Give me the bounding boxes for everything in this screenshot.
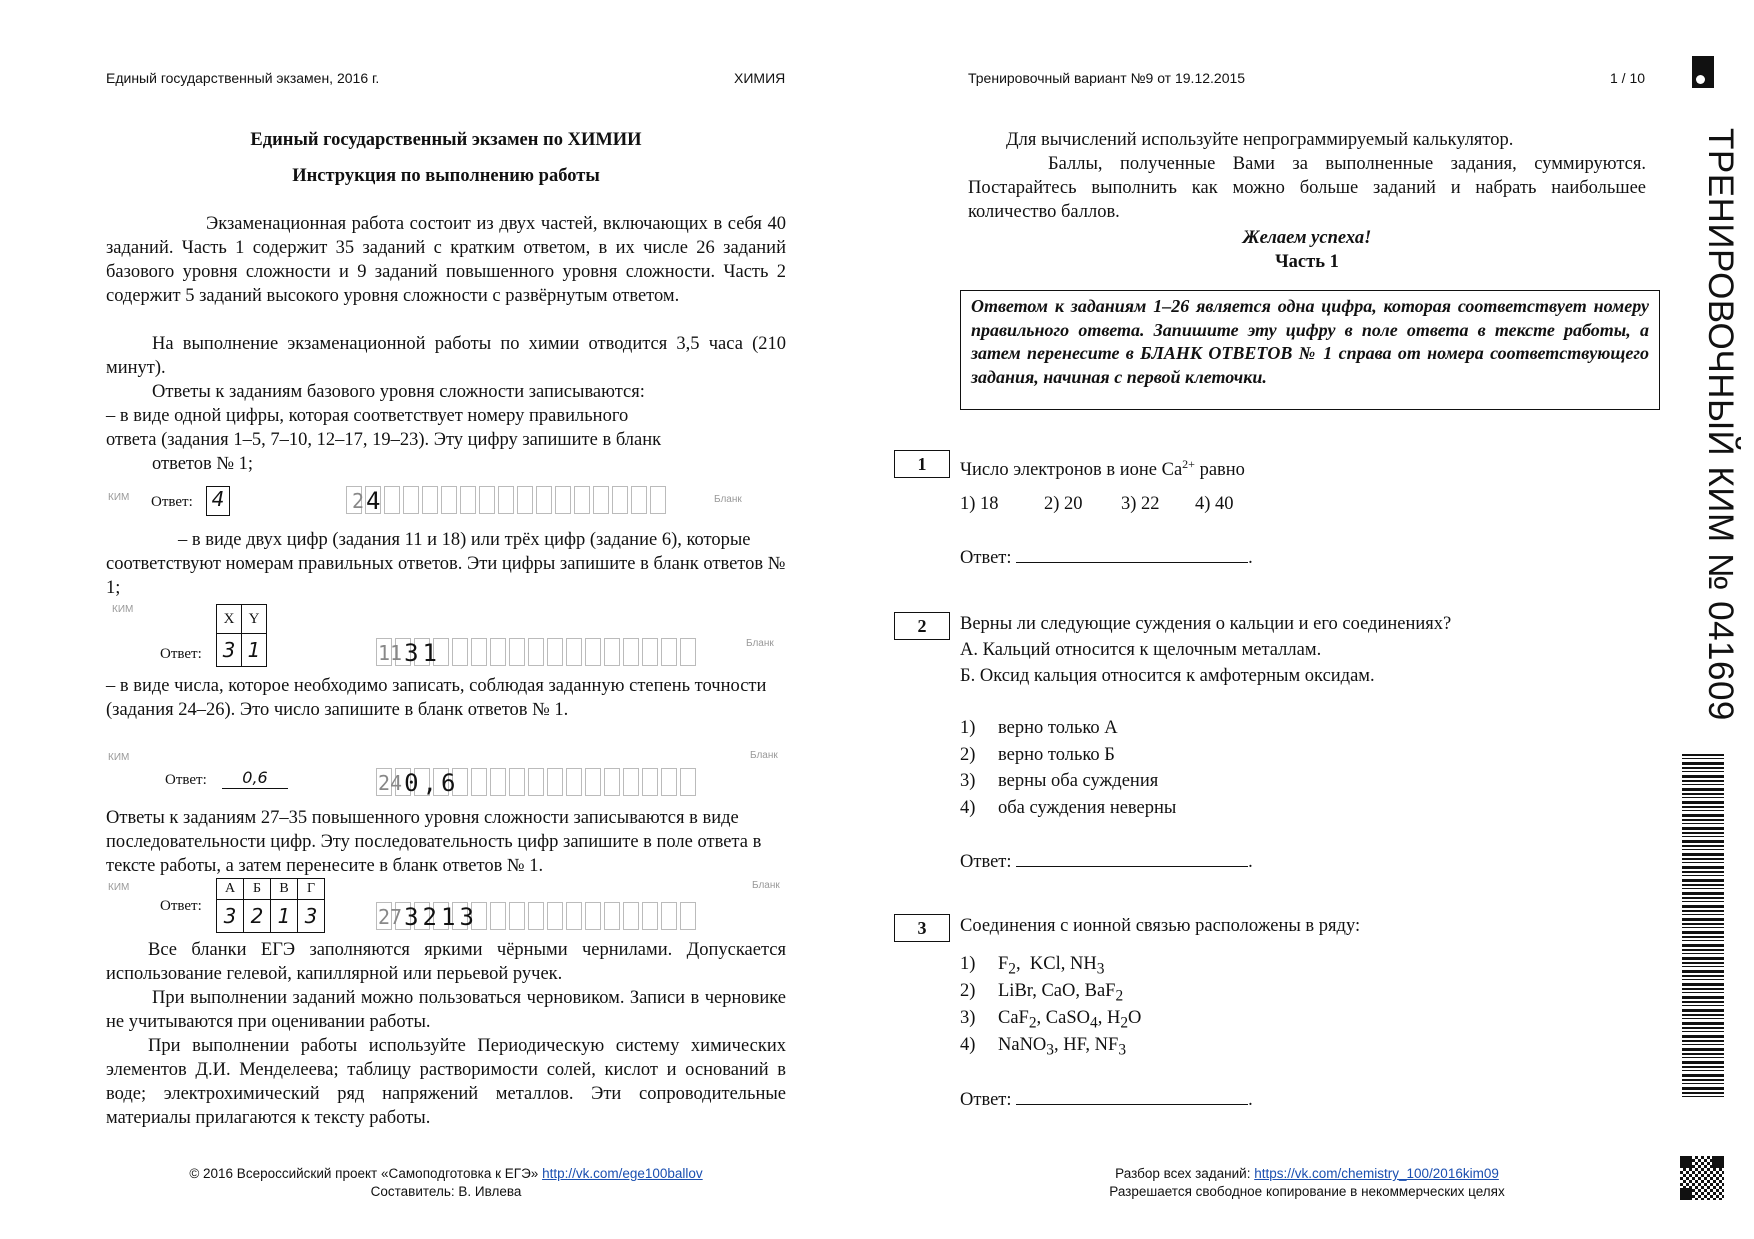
question-1-text: Число электронов в ионе $Ca^{2+}$ равно [960, 457, 1245, 481]
intro-paragraph: Экзаменационная работа состоит из двух частей, включающих в себя 40 заданий. Часть 1 содержит 35 заданий с кратким ответом, в их числе 26 заданий базового уровня сложности и 9 заданий повышенного уровня сложности. Часть 2 содержит 5 заданий высокого уровня сложности с развёрнутым ответом. [106, 214, 786, 306]
answer-label: Ответ: [165, 772, 207, 788]
question-2-options: 1) верно только А 2) верно только Б 3) верны оба суждения 4) оба суждения неверны [960, 716, 1176, 822]
footer-left [106, 1166, 786, 1181]
barcode-icon [1682, 754, 1724, 1098]
answer-cell [206, 486, 230, 516]
option: оба суждения неверны [998, 797, 1177, 818]
blank-label: Бланк [752, 880, 780, 891]
formula-option-2: LiBr, CaO, BaF$_2$ [998, 981, 1124, 1005]
col-g: Г [298, 879, 325, 900]
option: верно только Б [998, 744, 1115, 765]
handwritten-number: 0,6 [242, 768, 268, 787]
answers-basic-line-b: ответа (задания 1–5, 7–10, 12–17, 19–23). Эту цифру запишите в бланк [106, 430, 662, 450]
question-3-options: 1) $F_2$, KCl, $NH_3$ 2) LiBr, CaO, BaF$_2$ 3) CaF$_2$, CaSO$_4$, $H_2O$ 4) NaNO$_3$, HF, $NF_3$ [960, 954, 1142, 1059]
formula-option-4: NaNO$_3$, HF, $NF_3$ [998, 1035, 1127, 1059]
ink-paragraph: Все бланки ЕГЭ заполняются яркими чёрными чернилами. Допускается использование гелевой, капиллярной или перьевой ручек. [106, 940, 786, 984]
blank-answer-strip [378, 768, 459, 798]
option: верны оба суждения [998, 771, 1159, 791]
strip-digit: , [422, 769, 437, 797]
answers-basic-line-a: – в виде одной цифры, которая соответствует номеру правильного [106, 406, 629, 426]
strip-task-number: 11 [378, 641, 403, 665]
good-luck: Желаем успеха! [1242, 228, 1372, 248]
option: 3) 22 [1121, 494, 1160, 514]
strip-digit: 3 [404, 903, 419, 931]
answer-label: Ответ: [960, 1090, 1012, 1110]
strip-digit: 4 [366, 487, 381, 515]
calculator-note: Для вычислений используйте непрограммируемый калькулятор. [1006, 130, 1514, 150]
page-title: Единый государственный экзамен по ХИМИИ [250, 130, 642, 150]
footer-link-chemistry[interactable]: https://vk.com/chemistry_100/2016kim09 [1254, 1166, 1499, 1181]
handwritten-digit: 1 [247, 638, 261, 662]
sequence-paragraph: Ответы к заданиям 27–35 повышенного уровня сложности записываются в виде последовательности цифр. Эту последовательность цифр запишите в поле ответа в тексте работы, а затем перенесите в бланк ответов № 1. [106, 808, 762, 876]
option: 4) 40 [1195, 494, 1234, 514]
footer-right [968, 1166, 1646, 1181]
header-page: 1 / 10 [1610, 70, 1646, 86]
col-x: X [217, 605, 242, 634]
kim-label: КИМ [112, 604, 134, 615]
formula-option-1: $F_2$, KCl, $NH_3$ [998, 954, 1105, 978]
handwritten-digit: 3 [223, 904, 237, 928]
kim-label: КИМ [108, 882, 130, 893]
answer-input-line[interactable] [1016, 544, 1248, 563]
handwritten-digit: 3 [222, 638, 236, 662]
footer-copyright: © 2016 Всероссийский проект «Самоподготовка к ЕГЭ» [189, 1166, 539, 1181]
header-subject: ХИМИЯ [734, 70, 786, 86]
answer-label: Ответ: [151, 494, 193, 510]
question-number-1: 1 [894, 450, 950, 478]
answers-basic-line-c: ответов № 1; [152, 454, 254, 474]
answer-line [222, 768, 288, 789]
question-3-text: Соединения с ионной связью расположены в ряду: [960, 916, 1361, 936]
statement-b: Б. Оксид кальция относится к амфотерным оксидам. [960, 666, 1375, 686]
col-a: А [217, 879, 244, 900]
strip-digit: 1 [441, 903, 456, 931]
answer-label: Ответ: [960, 852, 1012, 872]
answer-label: Ответ: [160, 898, 202, 914]
blank-answer-strip [378, 902, 478, 932]
option: 1) 18 [960, 494, 999, 514]
question-1-options [960, 492, 1234, 516]
kim-label: КИМ [108, 492, 130, 503]
question-1-answer: Ответ: . [960, 544, 1253, 570]
draft-paragraph: При выполнении заданий можно пользоваться черновиком. Записи в черновике не учитываются при оценивании работы. [106, 988, 786, 1032]
header-variant: Тренировочный вариант №9 от 19.12.2015 [968, 70, 1246, 86]
handwritten-digit: 3 [304, 904, 318, 928]
number-paragraph: – в виде числа, которое необходимо записать, соблюдая заданную степень точности (задания 24–26). Это число запишите в бланк ответов № 1. [106, 676, 767, 720]
materials-paragraph: При выполнении работы используйте Периодическую систему химических элементов Д.И. Менделеева; таблицу растворимости солей, кислот и оснований в воде; электрохимический ряд напряжений металлов. Эти сопроводительные материалы прилагаются к тексту работы. [106, 1036, 786, 1128]
qr-code-icon [1680, 1156, 1724, 1200]
formula-option-3: CaF$_2$, CaSO$_4$, $H_2O$ [998, 1008, 1142, 1032]
question-2-answer: Ответ: . [960, 848, 1253, 874]
xy-answer-table [216, 604, 267, 667]
strip-digit: 3 [404, 639, 419, 667]
vertical-title: ТРЕНИРОВОЧНЫЙ КИМ № 041609 [1701, 128, 1740, 721]
footer-link-vk[interactable]: http://vk.com/ege100ballov [542, 1166, 703, 1181]
blank-answer-strip [352, 486, 385, 516]
strip-task-number: 27 [378, 905, 403, 929]
question-3-answer: Ответ: . [960, 1086, 1253, 1112]
col-v: В [271, 879, 298, 900]
corner-marker-icon [1692, 56, 1714, 88]
blank-label: Бланк [714, 494, 742, 505]
question-2-text: Верны ли следующие суждения о кальции и его соединениях? [960, 614, 1452, 634]
part-heading: Часть 1 [1275, 252, 1339, 272]
footer-author: Составитель: В. Ивлева [370, 1184, 522, 1199]
option: 2) 20 [1044, 494, 1083, 514]
question-number-3: 3 [894, 914, 950, 942]
blank-label: Бланк [750, 750, 778, 761]
page-subtitle: Инструкция по выполнению работы [292, 166, 600, 186]
abcd-answer-table [216, 878, 325, 933]
two-digit-paragraph: – в виде двух цифр (задания 11 и 18) или трёх цифр (задание 6), которые соответствуют номерам правильных ответов. Эти цифры запишите в бланк ответов № 1; [106, 530, 786, 598]
strip-digit: 2 [422, 903, 437, 931]
strip-task-number: 24 [378, 771, 403, 795]
handwritten-digit: 2 [250, 904, 264, 928]
answer-input-line[interactable] [1016, 1086, 1248, 1105]
strip-digit: 0 [404, 769, 419, 797]
question-number-2: 2 [894, 612, 950, 640]
handwritten-digit: 1 [277, 904, 291, 928]
handwritten-digit: 4 [211, 487, 225, 511]
option: верно только А [998, 718, 1118, 738]
strip-digit: 3 [459, 903, 474, 931]
vertical-title-wrap [1700, 128, 1740, 728]
header-exam: Единый государственный экзамен, 2016 г. [106, 70, 380, 86]
strip-digit: 1 [422, 639, 437, 667]
statement-a: А. Кальций относится к щелочным металлам. [960, 640, 1322, 660]
col-b: Б [244, 879, 271, 900]
col-y: Y [242, 605, 267, 634]
answer-label: Ответ: [960, 548, 1012, 568]
footer-copy-note: Разрешается свободное копирование в некоммерческих целях [1109, 1184, 1505, 1199]
answers-basic-heading: Ответы к заданиям базового уровня сложности записываются: [152, 382, 645, 402]
footer-analysis-label: Разбор всех заданий: [1115, 1166, 1251, 1181]
points-paragraph: Баллы, полученные Вами за выполненные задания, суммируются. Постарайтесь выполнить как можно больше заданий и набрать наибольшее количество баллов. [968, 154, 1646, 222]
answer-label: Ответ: [160, 646, 202, 662]
time-paragraph: На выполнение экзаменационной работы по химии отводится 3,5 часа (210 минут). [106, 334, 786, 378]
kim-label: КИМ [108, 752, 130, 763]
blank-label: Бланк [746, 638, 774, 649]
blank-answer-strip [378, 638, 441, 668]
strip-digit: 6 [441, 769, 456, 797]
blank-cell-grid [346, 486, 669, 514]
strip-task-number: 2 [352, 489, 365, 513]
instruction-box: Ответом к заданиям 1–26 является одна цифра, которая соответствует номеру правильного ответа. Запишите эту цифру в поле ответа в тексте работы, а затем перенесите в БЛАНК ОТВЕТОВ № 1 справа от номера соответствующего задания, начиная с первой клеточки. [960, 290, 1660, 410]
answer-input-line[interactable] [1016, 848, 1248, 867]
